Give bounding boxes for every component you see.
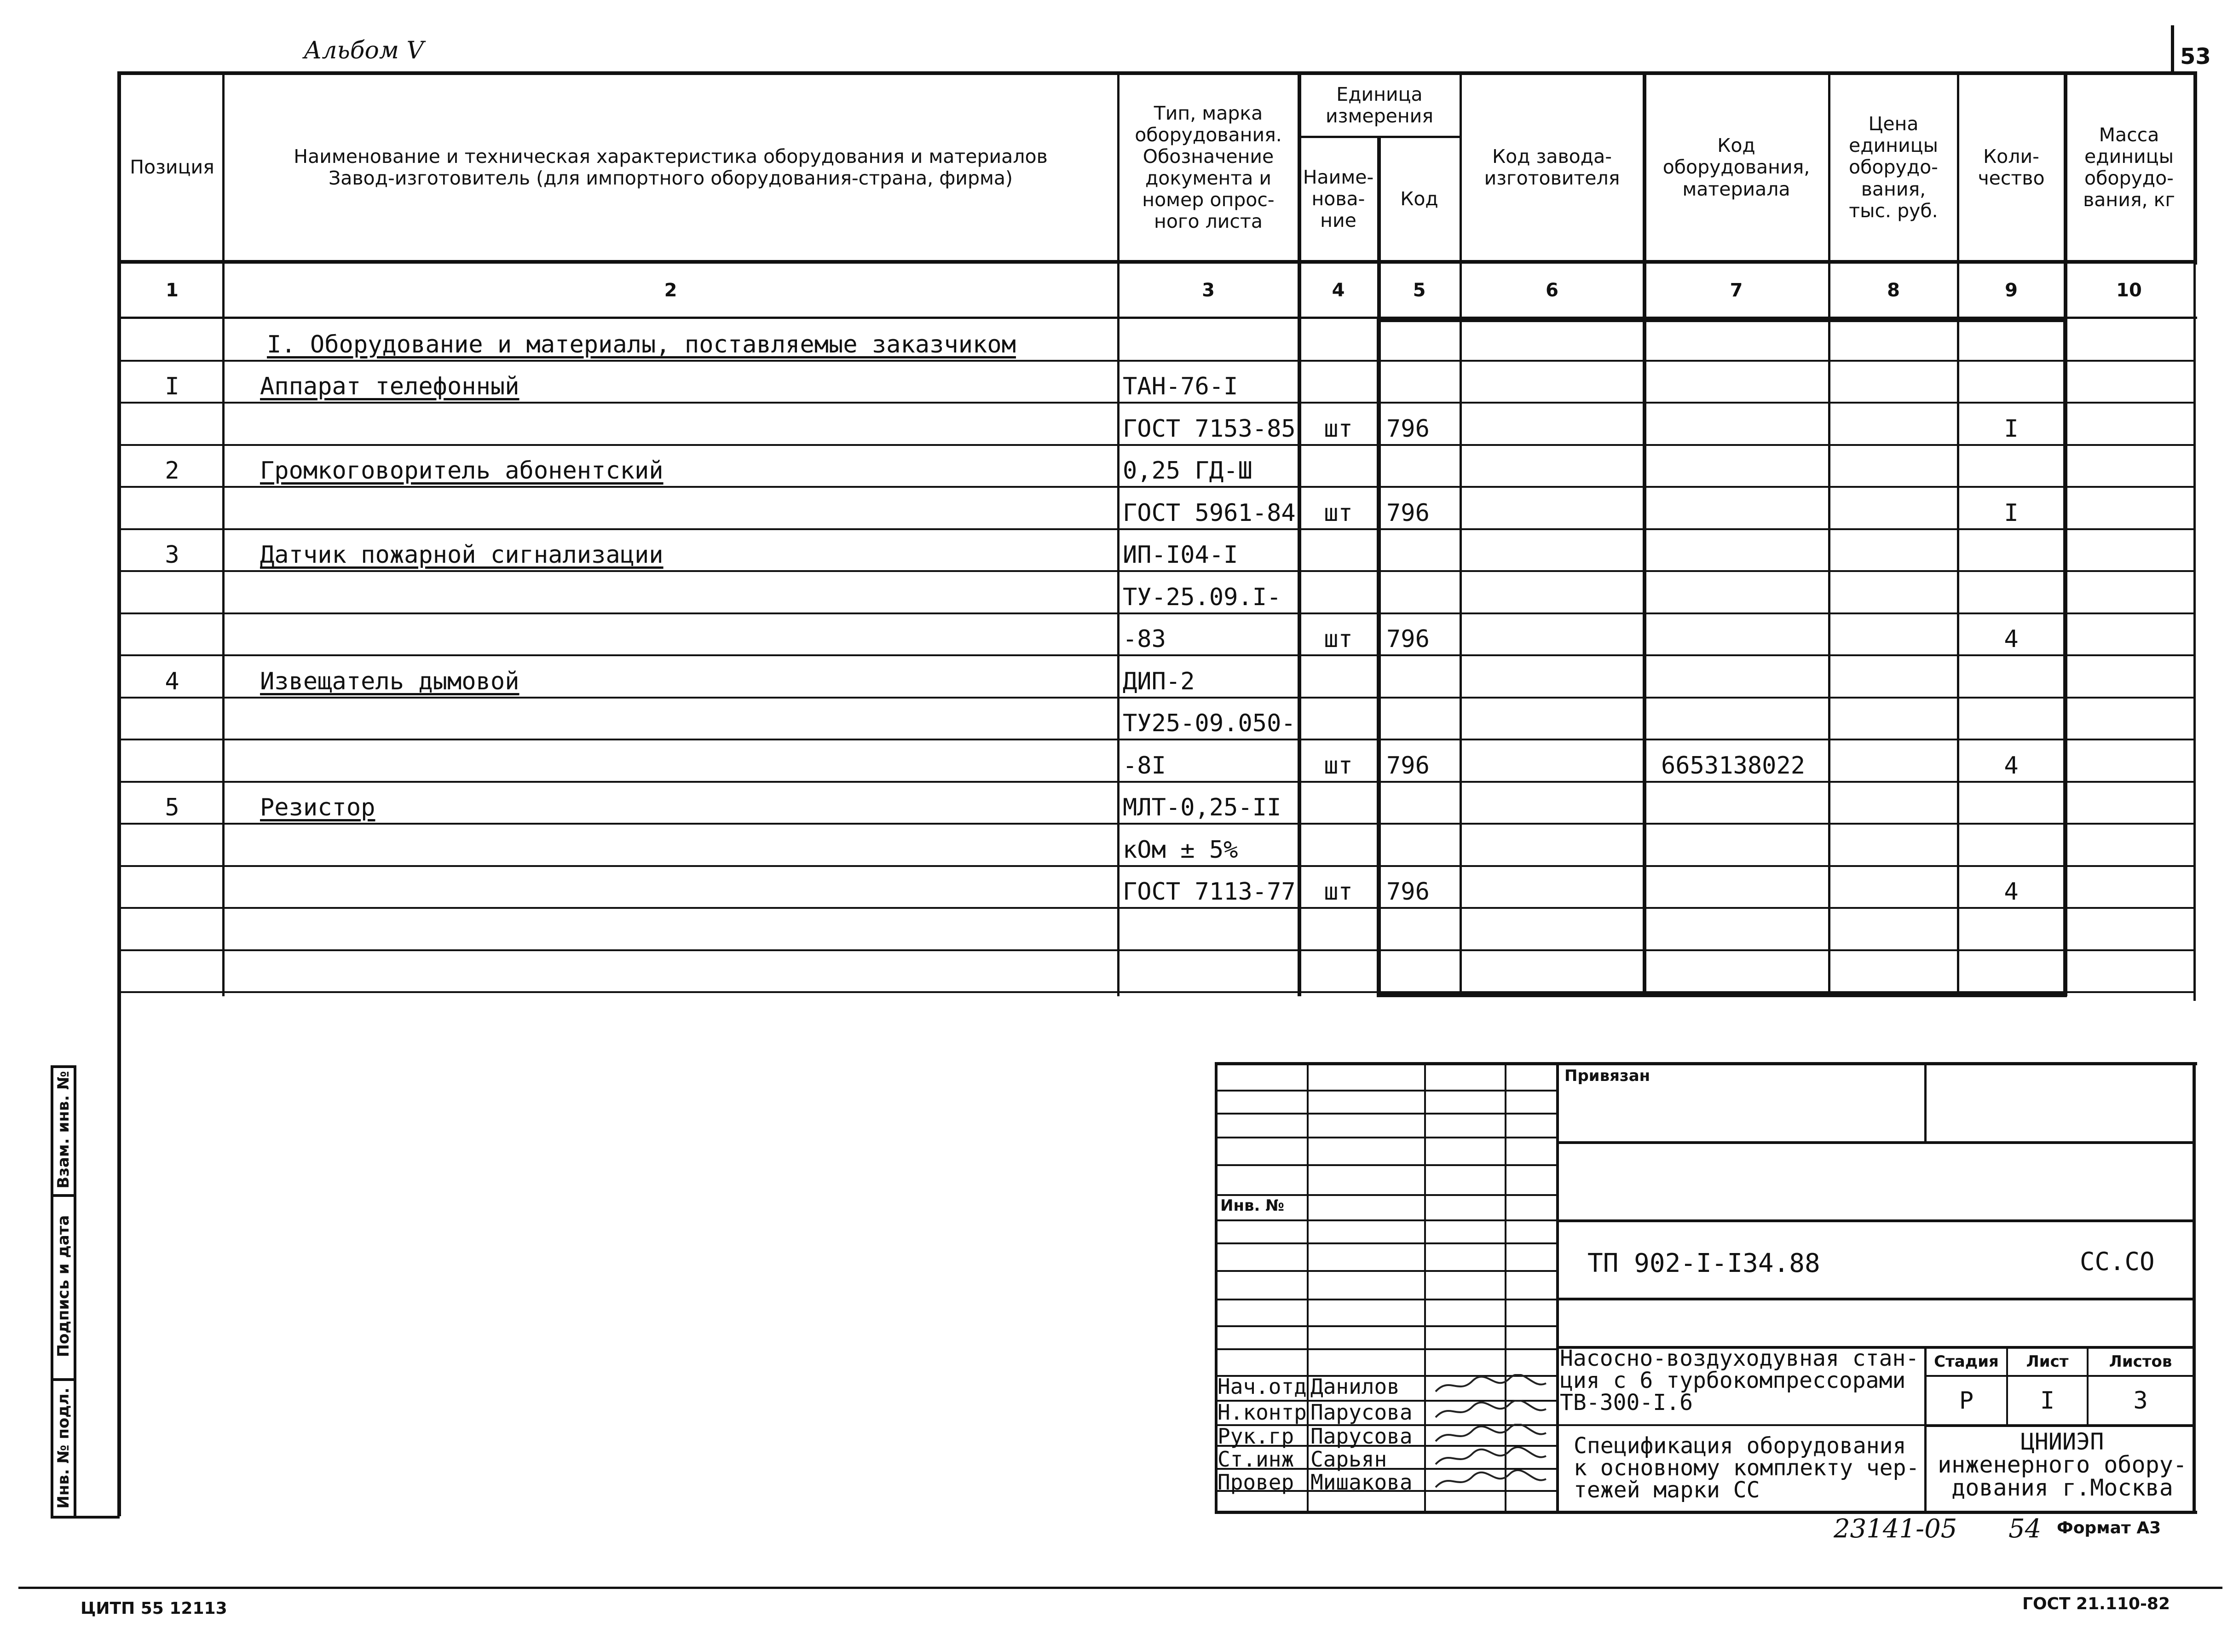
bottom-rule xyxy=(18,1587,2222,1589)
column-header: Наиме- нова- ние xyxy=(1303,166,1374,232)
cell-unit: шт xyxy=(1324,878,1353,906)
cell-qty xyxy=(1962,323,2060,361)
cell-pos: 2 xyxy=(165,457,179,485)
column-number: 3 xyxy=(1202,279,1215,301)
cell-plant xyxy=(1465,828,1639,866)
cell-mat: 6653138022 xyxy=(1661,751,1806,780)
cell-name xyxy=(260,618,1146,656)
cell-price xyxy=(1834,912,1953,951)
cell-mat xyxy=(1661,828,1837,866)
cell-code xyxy=(1386,912,1460,951)
cell-name: Резистор xyxy=(260,794,375,821)
tb-grid-line xyxy=(1215,1299,1558,1300)
cell-pos xyxy=(126,828,219,866)
cell-mat xyxy=(1661,449,1837,488)
cell-unit xyxy=(1303,365,1373,404)
signature xyxy=(1431,1400,1551,1422)
cell-price xyxy=(1834,323,1953,361)
right-code: ГОСТ 21.110-82 xyxy=(2022,1594,2170,1613)
column-header: Цена единицы оборудо- вания, тыс. руб. xyxy=(1849,113,1938,222)
cell-code xyxy=(1386,702,1460,740)
staff-name: Данилов xyxy=(1310,1374,1400,1399)
doc-mark: СС.СО xyxy=(2080,1247,2155,1276)
cell-mat xyxy=(1661,365,1837,404)
cell-qty xyxy=(1962,954,2060,993)
cell-qty: I xyxy=(2004,499,2019,527)
cell-name: Аппарат телефонный xyxy=(260,373,519,400)
cell-price xyxy=(1834,618,1953,656)
unit-group-header: Единица измерения xyxy=(1326,83,1433,127)
cell-plant xyxy=(1465,744,1639,782)
cell-mass xyxy=(2069,407,2189,445)
cell-mat xyxy=(1661,702,1837,740)
cell-type: ГОСТ 7113-77 xyxy=(1123,878,1296,906)
cell-qty xyxy=(1962,702,2060,740)
column-header: Масса единицы оборудо- вания, кг xyxy=(2083,123,2175,211)
cell-price xyxy=(1834,659,1953,698)
cell-code xyxy=(1386,533,1460,572)
cell-mass xyxy=(2069,744,2189,782)
cell-unit xyxy=(1303,912,1373,951)
cell-mat xyxy=(1661,870,1837,909)
tb-grid-line xyxy=(1215,1164,1558,1166)
cell-qty xyxy=(1962,533,2060,572)
project-name: Насосно-воздуходувная стан- ция с 6 турбокомпрессорами ТВ-300-I.6 xyxy=(1560,1346,1919,1415)
cell-name xyxy=(260,828,1146,866)
inv-podl-label: Инв. № подл. xyxy=(54,1387,73,1509)
column-header: Тип, марка оборудования. Обозначение документа и номер опрос- ного листа xyxy=(1135,102,1282,233)
cell-unit xyxy=(1303,954,1373,993)
stage-label: Стадия xyxy=(1934,1352,1999,1371)
column-number: 1 xyxy=(166,279,179,301)
tb-grid-line xyxy=(1215,1242,1558,1244)
cell-unit xyxy=(1303,786,1373,825)
cell-mat xyxy=(1661,786,1837,825)
cell-qty xyxy=(1962,912,2060,951)
cell-unit xyxy=(1303,659,1373,698)
cell-qty xyxy=(1962,786,2060,825)
left-code: ЦИТП 55 12113 xyxy=(81,1599,227,1618)
cell-price xyxy=(1834,365,1953,404)
staff-name: Парусова xyxy=(1310,1424,1413,1449)
cell-qty: 4 xyxy=(2004,751,2019,780)
column-number: 7 xyxy=(1730,279,1743,301)
signature xyxy=(1431,1470,1551,1492)
cell-unit xyxy=(1303,702,1373,740)
cell-mat xyxy=(1661,533,1837,572)
column-number: 10 xyxy=(2116,279,2142,301)
body-box-bottom xyxy=(1377,993,2067,997)
cell-name xyxy=(260,407,1146,445)
staff-role: Н.контр xyxy=(1218,1400,1307,1425)
cell-plant xyxy=(1465,702,1639,740)
sheets-value: 3 xyxy=(2133,1386,2148,1415)
cell-plant xyxy=(1465,449,1639,488)
column-number: 9 xyxy=(2005,279,2018,301)
cell-plant xyxy=(1465,407,1639,445)
cell-name xyxy=(260,912,1146,951)
cell-code xyxy=(1386,954,1460,993)
stamp-numbers: 23141-05 xyxy=(1834,1514,1957,1544)
sheet-label: Лист xyxy=(2026,1352,2069,1371)
cell-price xyxy=(1834,449,1953,488)
cell-type xyxy=(1123,323,1294,361)
stage-value: Р xyxy=(1959,1386,1974,1415)
cell-mat xyxy=(1661,407,1837,445)
body-box-right xyxy=(2063,319,2067,996)
cell-price xyxy=(1834,533,1953,572)
cell-qty xyxy=(1962,659,2060,698)
column-number: 8 xyxy=(1887,279,1900,301)
cell-plant xyxy=(1465,912,1639,951)
privyazan-label: Привязан xyxy=(1564,1067,1650,1085)
cell-pos xyxy=(126,954,219,993)
cell-type: кОм ± 5% xyxy=(1123,836,1238,864)
column-number: 5 xyxy=(1413,279,1426,301)
cell-code xyxy=(1386,575,1460,614)
staff-name: Сарьян xyxy=(1310,1447,1387,1472)
cell-code xyxy=(1386,323,1460,361)
cell-qty xyxy=(1962,365,2060,404)
cell-type: ГОСТ 7153-85 xyxy=(1123,415,1296,443)
cell-mass xyxy=(2069,449,2189,488)
cell-name xyxy=(260,744,1146,782)
cell-pos: I xyxy=(165,373,179,400)
cell-unit xyxy=(1303,533,1373,572)
cell-price xyxy=(1834,744,1953,782)
cell-code: 796 xyxy=(1386,625,1430,653)
cell-code xyxy=(1386,828,1460,866)
doc-title: Спецификация оборудования к основному комплекту чер- тежей марки СС xyxy=(1574,1433,1920,1503)
org-name: ЦНИИЭП инженерного обору- дования г.Москва xyxy=(1938,1428,2187,1501)
cell-pos xyxy=(126,870,219,909)
cell-unit xyxy=(1303,828,1373,866)
cell-type: ГОСТ 5961-84 xyxy=(1123,499,1296,527)
cell-plant xyxy=(1465,618,1639,656)
column-number: 2 xyxy=(664,279,677,301)
cell-unit xyxy=(1303,575,1373,614)
cell-price xyxy=(1834,575,1953,614)
cell-code: 796 xyxy=(1386,499,1430,527)
cell-type: -83 xyxy=(1123,625,1166,653)
tb-grid-line xyxy=(1215,1137,1558,1138)
cell-plant xyxy=(1465,323,1639,361)
inv-label: Инв. № xyxy=(1220,1196,1285,1215)
cell-unit: шт xyxy=(1324,751,1353,780)
vzam-inv-label: Взам. инв. № xyxy=(54,1071,73,1189)
cell-type: ДИП-2 xyxy=(1123,667,1195,695)
column-header: Код оборудования, материала xyxy=(1662,134,1810,200)
cell-mat xyxy=(1661,954,1837,993)
cell-price xyxy=(1834,491,1953,530)
tb-grid-line xyxy=(1215,1219,1558,1221)
cell-price xyxy=(1834,786,1953,825)
cell-mass xyxy=(2069,786,2189,825)
cell-code xyxy=(1386,659,1460,698)
cell-mat xyxy=(1661,618,1837,656)
cell-pos: 5 xyxy=(165,794,179,821)
cell-mass xyxy=(2069,870,2189,909)
tb-grid-line xyxy=(1215,1325,1558,1327)
cell-qty xyxy=(1962,575,2060,614)
tb-grid-line xyxy=(1215,1348,1558,1350)
cell-mass xyxy=(2069,365,2189,404)
cell-name: Датчик пожарной сигнализации xyxy=(260,541,664,569)
cell-mass xyxy=(2069,533,2189,572)
cell-code xyxy=(1386,449,1460,488)
cell-mat xyxy=(1661,491,1837,530)
cell-mat xyxy=(1661,575,1837,614)
signature xyxy=(1431,1424,1551,1446)
staff-role: Рук.гр xyxy=(1218,1424,1294,1449)
cell-code xyxy=(1386,786,1460,825)
cell-qty xyxy=(1962,449,2060,488)
staff-role: Нач.отд xyxy=(1218,1374,1307,1399)
sheets-label: Листов xyxy=(2109,1352,2172,1371)
cell-name: Громкоговоритель абонентский xyxy=(260,457,664,485)
cell-pos xyxy=(126,407,219,445)
cell-mass xyxy=(2069,323,2189,361)
cell-mass xyxy=(2069,702,2189,740)
cell-type: 0,25 ГД-Ш xyxy=(1123,457,1252,485)
staff-name: Парусова xyxy=(1310,1400,1413,1425)
cell-pos: 4 xyxy=(165,667,179,695)
staff-role: Провер xyxy=(1218,1470,1294,1495)
cell-name xyxy=(260,575,1146,614)
cell-pos xyxy=(126,744,219,782)
column-number: 4 xyxy=(1332,279,1345,301)
column-header: Коли- чество xyxy=(1978,145,2045,189)
cell-name xyxy=(260,954,1146,993)
body-box-top xyxy=(1377,319,2067,322)
column-header: Позиция xyxy=(130,156,214,179)
cell-name: I. Оборудование и материалы, поставляемые заказчиком xyxy=(267,330,1016,358)
cell-type: ТУ-25.09.I- xyxy=(1123,583,1281,611)
signature xyxy=(1431,1447,1551,1469)
sheet-value: I xyxy=(2040,1386,2055,1415)
doc-code: ТП 902-I-I34.88 xyxy=(1587,1248,1820,1278)
cell-mass xyxy=(2069,575,2189,614)
page-number: 53 xyxy=(2180,44,2211,69)
cell-plant xyxy=(1465,786,1639,825)
cell-code: 796 xyxy=(1386,878,1430,906)
cell-type: МЛТ-0,25-II xyxy=(1123,794,1281,821)
cell-name xyxy=(260,491,1146,530)
staff-name: Мишакова xyxy=(1310,1470,1413,1495)
cell-qty xyxy=(1962,828,2060,866)
cell-mat xyxy=(1661,323,1837,361)
cell-price xyxy=(1834,828,1953,866)
column-header: Код xyxy=(1400,187,1438,210)
cell-mass xyxy=(2069,912,2189,951)
page-hand-number: 54 xyxy=(2008,1514,2042,1544)
cell-qty: 4 xyxy=(2004,625,2019,653)
column-header: Код завода- изготовителя xyxy=(1484,145,1620,189)
cell-qty: I xyxy=(2004,415,2019,443)
cell-price xyxy=(1834,954,1953,993)
cell-mass xyxy=(2069,618,2189,656)
column-header: Наименование и техническая характеристика оборудования и материалов Завод-изготовитель (для импортного оборудования-страна, фирма) xyxy=(294,145,1048,189)
cell-pos: 3 xyxy=(165,541,179,569)
tb-grid-line xyxy=(1215,1270,1558,1272)
cell-type xyxy=(1123,912,1294,951)
cell-type: -8I xyxy=(1123,751,1166,780)
cell-mass xyxy=(2069,491,2189,530)
cell-qty: 4 xyxy=(2004,878,2019,906)
signature xyxy=(1431,1374,1551,1396)
cell-unit xyxy=(1303,449,1373,488)
cell-plant xyxy=(1465,575,1639,614)
cell-unit: шт xyxy=(1324,415,1353,443)
cell-pos xyxy=(126,575,219,614)
podpis-data-label: Подпись и дата xyxy=(54,1215,73,1357)
cell-pos xyxy=(126,912,219,951)
cell-unit: шт xyxy=(1324,625,1353,653)
column-number: 6 xyxy=(1546,279,1558,301)
album-label: Альбом V xyxy=(304,37,424,64)
cell-code xyxy=(1386,365,1460,404)
cell-mat xyxy=(1661,912,1837,951)
cell-plant xyxy=(1465,659,1639,698)
cell-name xyxy=(260,702,1146,740)
tb-grid-line xyxy=(1215,1090,1558,1092)
cell-type: ТУ25-09.050- xyxy=(1123,710,1296,737)
cell-type xyxy=(1123,954,1294,993)
cell-code: 796 xyxy=(1386,415,1430,443)
tb-grid-line xyxy=(1215,1113,1558,1115)
cell-mass xyxy=(2069,659,2189,698)
cell-type: ИП-I04-I xyxy=(1123,541,1238,569)
cell-type: ТАН-76-I xyxy=(1123,373,1238,400)
cell-code: 796 xyxy=(1386,751,1430,780)
cell-plant xyxy=(1465,954,1639,993)
cell-price xyxy=(1834,702,1953,740)
cell-mass xyxy=(2069,828,2189,866)
cell-mat xyxy=(1661,659,1837,698)
cell-unit xyxy=(1303,323,1373,361)
body-box-left xyxy=(1377,319,1381,996)
cell-pos xyxy=(126,702,219,740)
cell-unit: шт xyxy=(1324,499,1353,527)
staff-role: Ст.инж xyxy=(1218,1447,1294,1472)
cell-plant xyxy=(1465,870,1639,909)
cell-name xyxy=(260,870,1146,909)
page-number-divider xyxy=(2171,25,2174,74)
cell-price xyxy=(1834,870,1953,909)
format-label: Формат А3 xyxy=(2057,1519,2161,1537)
cell-plant xyxy=(1465,533,1639,572)
cell-price xyxy=(1834,407,1953,445)
cell-plant xyxy=(1465,491,1639,530)
cell-plant xyxy=(1465,365,1639,404)
cell-name: Извещатель дымовой xyxy=(260,667,519,695)
tb-grid-line xyxy=(1215,1194,1558,1196)
cell-pos xyxy=(126,491,219,530)
cell-pos xyxy=(126,618,219,656)
cell-pos xyxy=(126,323,219,361)
cell-mass xyxy=(2069,954,2189,993)
